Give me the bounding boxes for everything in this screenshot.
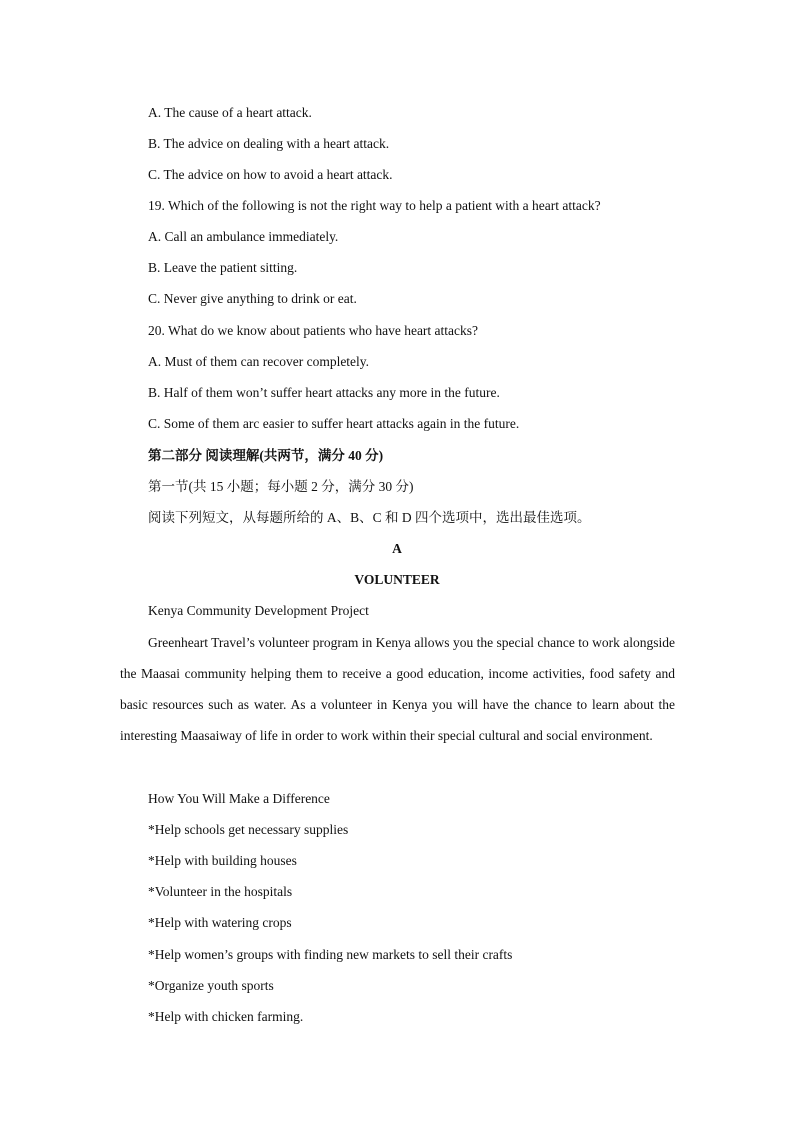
passage-title: VOLUNTEER [354, 572, 440, 587]
option-18c: C. The advice on how to avoid a heart attack. [148, 167, 393, 182]
option-19a: A. Call an ambulance immediately. [148, 229, 339, 244]
list-item: *Volunteer in the hospitals [148, 884, 293, 899]
question-20: 20. What do we know about patients who have heart attacks? [148, 323, 479, 338]
paragraph-text: Greenheart Travel’s volunteer program in Kenya allows you the special chance to work alongside the Maasai community helping them to receive a good education, income activities, food safety and basic resources such as water. As a volunteer in Kenya you will have the chance to learn about the interesting Maasaiway of life in order to work within their special cultural and social environment. [120, 635, 675, 743]
option-20a: A. Must of them can recover completely. [148, 354, 370, 369]
option-20c: C. Some of them arc easier to suffer heart attacks again in the future. [148, 416, 520, 431]
list-item: *Help women’s groups with finding new markets to sell their crafts [148, 947, 513, 962]
list-item: *Help with watering crops [148, 915, 292, 930]
passage-paragraph [120, 627, 675, 751]
option-18a: A. The cause of a heart attack. [148, 105, 312, 120]
list-heading: How You Will Make a Difference [148, 791, 330, 806]
list-item: *Organize youth sports [148, 978, 274, 993]
list-item: *Help schools get necessary supplies [148, 822, 349, 837]
passage-label: A [392, 541, 402, 556]
list-item: *Help with chicken farming. [148, 1009, 304, 1024]
section-instruction: 阅读下列短文，从每题所给的 A、B、C 和 D 四个选项中，选出最佳选项。 [148, 510, 591, 525]
list-item: *Help with building houses [148, 853, 297, 868]
option-20b: B. Half of them won’t suffer heart attacks any more in the future. [148, 385, 500, 400]
option-18b: B. The advice on dealing with a heart attack. [148, 136, 390, 151]
option-19b: B. Leave the patient sitting. [148, 260, 298, 275]
section-subheading: 第一节(共 15 小题；每小题 2 分，满分 30 分) [148, 479, 414, 494]
project-name: Kenya Community Development Project [148, 603, 369, 618]
question-19: 19. Which of the following is not the right way to help a patient with a heart attack? [148, 198, 601, 213]
section-heading: 第二部分 阅读理解(共两节，满分 40 分) [148, 448, 384, 463]
option-19c: C. Never give anything to drink or eat. [148, 291, 357, 306]
